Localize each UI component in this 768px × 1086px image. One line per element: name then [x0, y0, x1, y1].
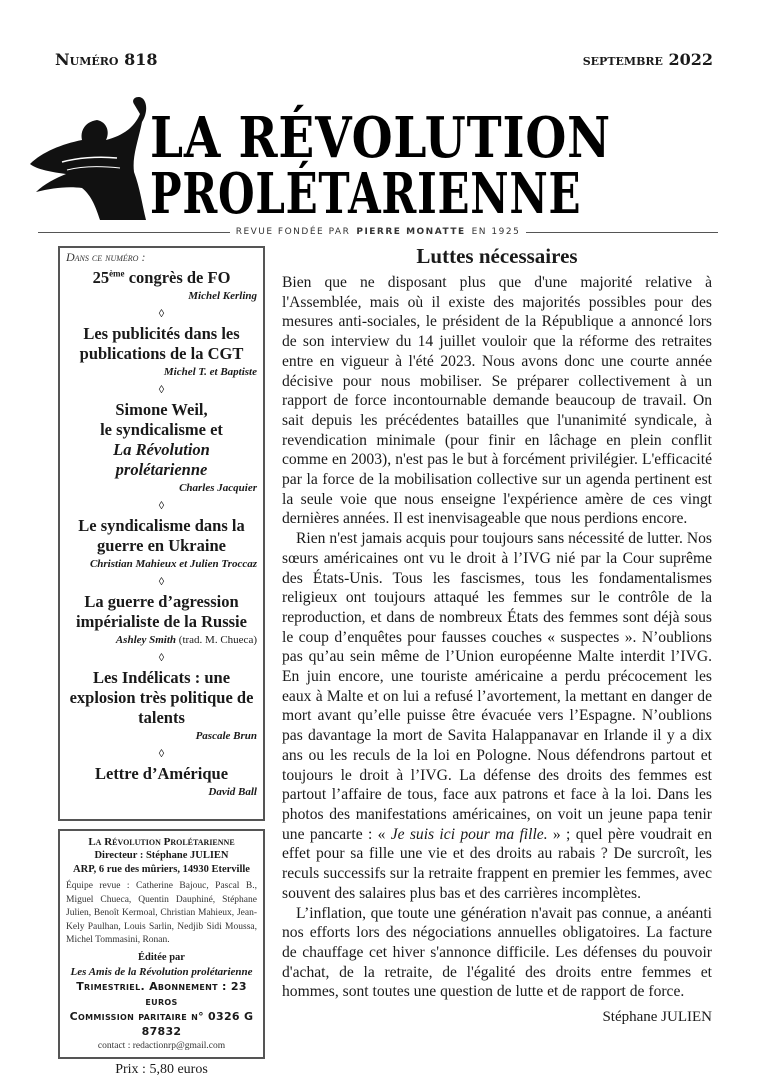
tagline-post: EN 1925	[471, 227, 521, 237]
toc-entry	[66, 516, 257, 571]
publisher: Les Amis de la Révolution prolétarienne	[70, 965, 253, 978]
right-column	[282, 243, 712, 1027]
commission-number: Commission paritaire n° 0326 G 87832	[69, 1009, 254, 1038]
edited-by-label: Éditée par	[138, 951, 185, 963]
toc-entry-title: La guerre d’agression impérialiste de la Russie	[76, 592, 247, 631]
toc-entry-author: Christian Mahieux et Julien Troccaz	[89, 558, 257, 570]
toc-entry	[66, 400, 257, 495]
director: Directeur : Stéphane JULIEN	[94, 850, 229, 861]
article-body	[282, 273, 712, 1002]
toc-entry	[66, 764, 257, 799]
masthead-line-1: LA RÉVOLUTION	[150, 105, 611, 171]
author-name: Ashley Smith	[115, 634, 177, 646]
toc-entry-title: Les Indélicats : une explosion très politique de talents	[69, 668, 254, 727]
quote: Je suis ici pour ma fille.	[390, 825, 548, 843]
price: Prix : 5,80 euros	[115, 1061, 208, 1077]
tagline	[38, 226, 718, 238]
toc-entry-author: Pascale Brun	[195, 730, 257, 742]
left-column	[58, 246, 265, 1079]
paragraph: L’inflation, que toute une génération n'avait pas connue, a anéanti nos efforts lors des négociations annuelles obligatoires. La facture de chauffage cet hiver s'annonce difficile. Les défenses du pouvoir d'achat, de la retraite, de l'égalité des droits entre femmes et hommes, sont toutes une question de lutte et de rapport de force.	[282, 904, 712, 1001]
divider	[38, 232, 230, 233]
text-run: » ; quel père voudrait en effet pour sa fille une vie et des droits au rabais ? De surcroît, les reculs successifs sur la retraite frappent en premier les femmes, avec souvent des salaires plus bas et des carrières incomplètes.	[282, 825, 712, 902]
toc-entry	[66, 592, 257, 647]
issue-number: Numéro 818	[55, 50, 158, 69]
toc-entry-author: Michel T. et Baptiste	[163, 366, 257, 378]
toc-entry-author: Charles Jacquier	[179, 482, 257, 494]
toc-entry-author: David Ball	[208, 786, 257, 798]
article-title: Luttes nécessaires	[416, 244, 578, 268]
editorial-team: Équipe revue : Catherine Bajouc, Pascal B., Miguel Chueca, Quentin Dauphiné, Stéphane Julien, Benoît Kermoal, Christian Mahieux, Jean-Kely Paulhan, Louis Sarlin, Nedjib Sidi Moussa, Michel Tommasini, Ronan.	[66, 881, 257, 945]
toc-entry-title: Lettre d’Amérique	[94, 764, 229, 783]
toc-entry-author: Michel Kerling	[188, 290, 257, 302]
toc-entry	[66, 668, 257, 743]
toc-entry	[66, 324, 257, 379]
separator-diamond: ◊	[158, 308, 165, 320]
author-note: (trad. M. Chueca)	[178, 634, 257, 646]
tagline-pre: REVUE FONDÉE PAR	[235, 227, 351, 237]
separator-diamond: ◊	[158, 652, 165, 664]
toc-heading: Dans ce numéro :	[66, 250, 146, 264]
title-sup: ème	[109, 268, 125, 279]
toc-entry-author	[66, 633, 257, 647]
worker-illustration-icon	[22, 92, 152, 222]
toc-entry-title-line: Simone Weil,	[115, 400, 208, 419]
separator-diamond: ◊	[158, 500, 165, 512]
toc-entry-title-line: La Révolution prolétarienne	[113, 440, 210, 479]
article-signature: Stéphane JULIEN	[602, 1009, 712, 1026]
tagline-founder: PIERRE MONATTE	[356, 227, 466, 237]
toc-entry	[66, 268, 257, 303]
publication-info-box	[58, 829, 265, 1059]
toc-entry-title: Le syndicalisme dans la guerre en Ukraine	[78, 516, 245, 555]
toc-entry-title	[66, 268, 257, 288]
separator-diamond: ◊	[158, 576, 165, 588]
issue-date: septembre 2022	[582, 50, 713, 69]
text-run: Rien n'est jamais acquis pour toujours sans nécessité de lutter. Nos sœurs américaines ont vu le droit à l’IVG nié par la Cour suprême des États-Unis. Tous les fascismes, tous les fondamentalismes religieux ont toujours attaqué les femmes sur le contrôle de la reproduction, et dans de nombreux États des femmes sont déjà sous le coup d’enquêtes pour fausses couches « suspectes ». N’oublions pas qu’au sein même de l’Union européenne Malte interdit l’IVG. En juin encore, une touriste américaine a perdu précocement les eaux à Malte et on lui a refusé l’avortement, la mettant en danger de mort avant qu’elle puisse être évacuée vers l’Espagne. N’oublions pas davantage la mort de Savita Halappanavar en Irlande il y a dix ans ou les reculs de la loi en Pologne. Nous défendrons partout et toujours le droit à l’IVG. La défense des droits des femmes est partout l’affaire de tous, face aux patrons et face à la loi. Dans les photos des manifestations américaines, on voit un jeune papa tenir une pancarte : «	[282, 530, 712, 843]
toc-entry-title: Les publicités dans les publications de la CGT	[79, 324, 244, 363]
separator-diamond: ◊	[158, 384, 165, 396]
contact-email[interactable]: contact : redactionrp@gmail.com	[97, 1040, 226, 1051]
table-of-contents	[58, 246, 265, 821]
publication-name: La Révolution Prolétarienne	[88, 836, 235, 848]
paragraph: Bien que ne disposant plus que d'une majorité relative à l'Assemblée, mais où il existe des majorités possibles pour des mesures anti-sociales, le président de la République a annoncé lors de son interview du 14 juillet vouloir que la réforme des retraites entre en vigueur à l'été 2023. Nous avons donc une courte année décisive pour nous mobiliser. Se préparer collectivement à un rapport de force incontournable demande beaucoup de travail. On sait depuis les précédentes batailles que l'unanimité syndicale, à revendication minimale (pour finir en lâchage en plein conflit comme en 2003), n'est pas le but à forcément privilégier. L'efficacité par la force de la mobilisation collective sur un agenda pertinent est la seule voie que nous enseigne l'expérience amère de ces vingt dernières années. Il est inenvisageable que nous perdions encore.	[282, 274, 712, 528]
address: ARP, 6 rue des mûriers, 14930 Eterville	[73, 864, 250, 875]
title-part: congrès de FO	[124, 268, 231, 287]
paragraph	[282, 529, 712, 903]
masthead-line-2: PROLÉTARIENNE	[150, 161, 582, 227]
title-part: 25	[92, 268, 110, 287]
divider	[526, 232, 718, 233]
toc-entry-title-line: le syndicalisme et	[100, 420, 223, 439]
separator-diamond: ◊	[158, 748, 165, 760]
subscription: Trimestriel. Abonnement : 23 euros	[76, 979, 247, 1008]
